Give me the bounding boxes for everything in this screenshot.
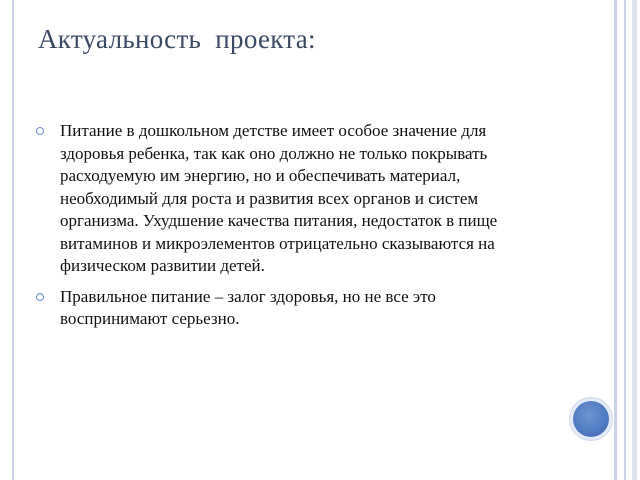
hollow-circle-bullet-icon — [36, 127, 44, 135]
bullet-list — [36, 120, 536, 339]
right-decorative-stripe-3 — [632, 0, 637, 480]
bullet-text-2: Правильное питание – залог здоровья, но не все это воспринимают серьезно. — [60, 286, 436, 328]
hollow-circle-bullet-icon — [36, 293, 44, 301]
slide-title: Актуальность проекта: — [38, 24, 316, 54]
left-decorative-stripe — [12, 0, 14, 480]
right-decorative-stripe-1 — [614, 0, 617, 480]
bullet-item-1 — [36, 120, 536, 278]
right-decorative-stripe-2 — [624, 0, 626, 480]
bullet-text-1: Питание в дошкольном детстве имеет особое значение для здоровья ребенка, так как оно должно не только покрывать расходуемую им энергию, но и обеспечивать материал, необходимый для роста и развития всех органов и систем организма. Ухудшение качества питания, недостаток в пище витаминов и микроэлементов отрицательно сказываются на физическом развитии детей. — [60, 121, 498, 275]
bullet-item-2 — [36, 286, 536, 331]
blue-circle-icon — [573, 401, 609, 437]
